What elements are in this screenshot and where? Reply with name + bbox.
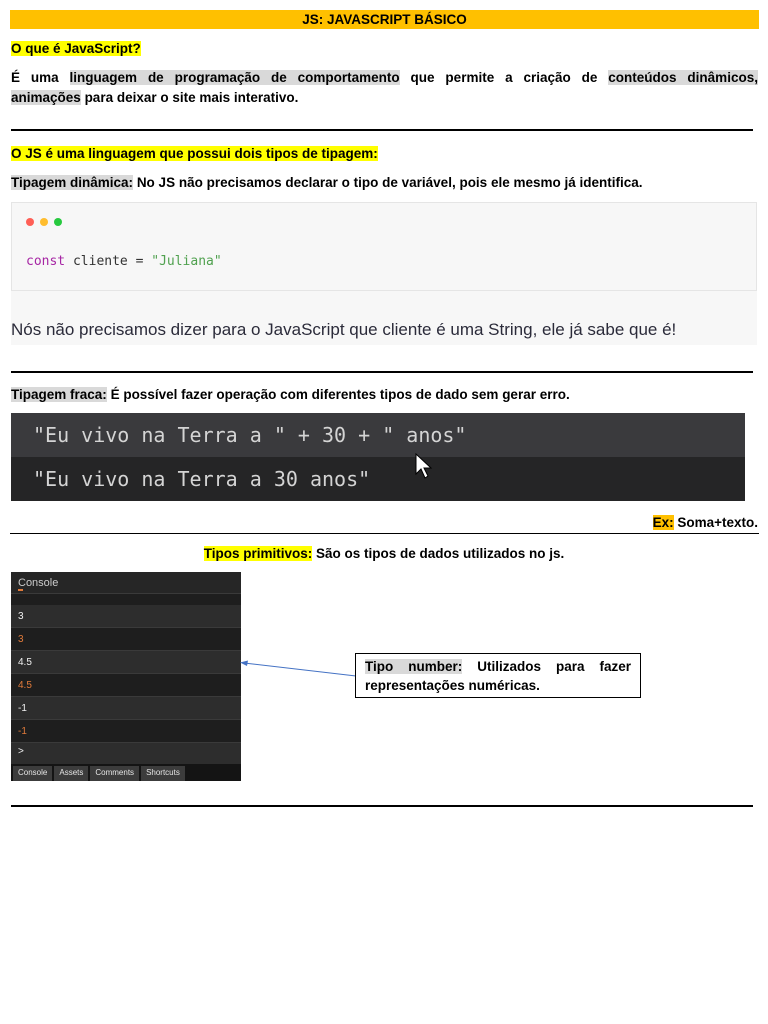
primitive-types-text: São os tipos de dados utilizados no js. [316, 546, 565, 561]
typing-heading-text: O JS é uma linguagem que possui dois tipos de tipagem: [11, 146, 378, 161]
window-dots [26, 218, 62, 226]
mouse-cursor-icon [414, 453, 436, 479]
definition-row-2 [11, 88, 758, 108]
tab-comments[interactable]: Comments [90, 766, 139, 781]
code-string: "Juliana" [151, 254, 222, 269]
yellow-dot-icon [40, 218, 48, 226]
console-title: Console [11, 572, 241, 594]
callout-label: Tipo number: [365, 659, 463, 674]
definition-highlight: linguagem de programação de comportamento [69, 70, 400, 85]
code-note-band [11, 291, 757, 345]
console-tab-bar [11, 764, 241, 781]
page-title: JS: JAVASCRIPT BÁSICO [10, 10, 759, 29]
red-dot-icon [26, 218, 34, 226]
definition-text: que permite a criação de [410, 70, 598, 85]
console-row: 4.5 [11, 674, 241, 697]
green-dot-icon [54, 218, 62, 226]
primitive-types-label: Tipos primitivos: [203, 546, 313, 561]
definition-paragraph [11, 68, 758, 108]
console-row: 4.5 [11, 651, 241, 674]
console-partial-row [18, 589, 23, 591]
typing-heading [11, 144, 378, 163]
console-row: -1 [11, 697, 241, 720]
weak-typing-label: Tipagem fraca: [11, 387, 107, 402]
weak-typing-line [11, 385, 570, 404]
definition-highlight: conteúdos dinâmicos, [608, 70, 758, 85]
dynamic-typing-line [11, 173, 643, 192]
console-panel [11, 572, 241, 781]
code-note: Nós não precisamos dizer para o JavaScript que cliente é uma String, ele já sabe que é! [11, 320, 677, 339]
tab-assets[interactable]: Assets [54, 766, 88, 781]
callout-arrow [238, 655, 358, 680]
section-divider [11, 805, 753, 807]
number-type-callout [355, 653, 641, 698]
definition-text: para deixar o site mais interativo. [84, 90, 299, 105]
example-line [653, 513, 758, 532]
console-row: -1 [11, 720, 241, 743]
tab-console[interactable]: Console [13, 766, 52, 781]
section-divider [10, 533, 759, 534]
question-heading [11, 39, 141, 58]
code-keyword: const [26, 254, 66, 269]
example-label: Ex: [652, 515, 674, 530]
terminal-example [11, 413, 745, 501]
example-text: Soma+texto. [677, 515, 758, 530]
weak-typing-text: É possível fazer operação com diferentes tipos de dado sem gerar erro. [110, 387, 570, 402]
definition-text: É uma [11, 70, 59, 85]
terminal-output-line: "Eu vivo na Terra a 30 anos" [11, 457, 745, 501]
section-divider [11, 129, 753, 131]
terminal-input-line: "Eu vivo na Terra a " + 30 + " anos" [11, 413, 745, 457]
code-variable: cliente = [72, 254, 144, 269]
definition-row-1 [11, 68, 758, 88]
code-snippet-card [11, 202, 757, 291]
section-divider [11, 371, 753, 373]
console-row: 3 [11, 628, 241, 651]
primitive-types-line [0, 544, 768, 563]
question-highlight: O que é JavaScript? [11, 41, 141, 56]
console-row: 3 [11, 605, 241, 628]
dynamic-typing-label: Tipagem dinâmica: [11, 175, 134, 190]
definition-highlight: animações [11, 90, 81, 105]
console-prompt[interactable]: > [11, 743, 241, 764]
dynamic-typing-text: No JS não precisamos declarar o tipo de variável, pois ele mesmo já identifica. [136, 175, 643, 190]
code-line [26, 254, 222, 269]
callout-text: Utilizados para fazer representações numéricas. [365, 659, 631, 693]
tab-shortcuts[interactable]: Shortcuts [141, 766, 185, 781]
